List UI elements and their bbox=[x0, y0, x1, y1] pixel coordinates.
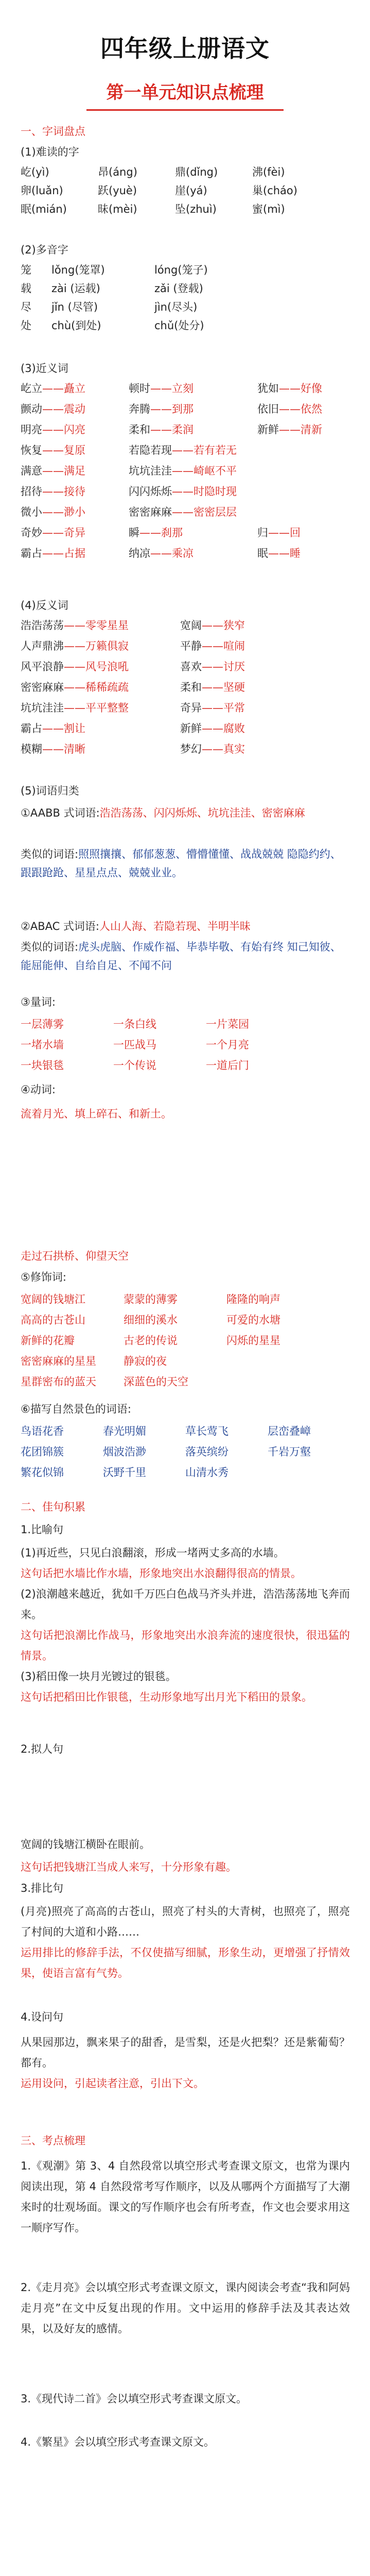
word: 微小 bbox=[21, 506, 42, 518]
quantifier-heading: ③量词: bbox=[21, 996, 56, 1008]
abac-similar-words: 虎头虎脑、作威作福、毕恭毕敬、有始有终 知己知彼、能屈能伸、自给自足、不闻不问 bbox=[21, 941, 341, 972]
pair-dash: —— bbox=[172, 444, 193, 456]
polyphone-reading: chù(到处) bbox=[51, 319, 101, 332]
word-pair bbox=[129, 462, 257, 480]
synonym-row bbox=[21, 462, 350, 480]
word-pair bbox=[21, 657, 180, 676]
synonym-row bbox=[21, 400, 350, 418]
metaphor-sentence: (1)再近些，只见白浪翻滚，形成一堵两丈多高的水墙。 bbox=[21, 1547, 285, 1559]
pair-dash: —— bbox=[139, 527, 161, 539]
antonym-row bbox=[21, 657, 350, 676]
word-pair bbox=[21, 616, 180, 635]
word: 人声鼎沸 bbox=[21, 640, 64, 652]
section-heading-words: 一、字词盘点 bbox=[21, 125, 85, 138]
pair-dash: —— bbox=[42, 444, 64, 456]
word-pair bbox=[180, 719, 334, 738]
paired-word: 立刻 bbox=[172, 382, 193, 395]
antonym-row bbox=[21, 678, 350, 697]
word: 烟波浩渺 bbox=[103, 1446, 146, 1458]
aabb-similar-words: 照照攘攘、郁郁葱葱、懵懵懂懂、战战兢兢 隐隐约约、跟跟跄跄、星星点点、兢兢业业。 bbox=[21, 848, 341, 879]
pair-dash: —— bbox=[279, 403, 301, 415]
modifier-row bbox=[21, 1290, 350, 1309]
synonym-row bbox=[21, 379, 350, 398]
polyphones-heading: (2)多音字 bbox=[21, 244, 68, 256]
word-pair bbox=[257, 379, 350, 398]
word: 柔和 bbox=[129, 423, 150, 436]
hard-word: 蜜(mì) bbox=[252, 203, 285, 215]
hard-word: 眠(mián) bbox=[21, 203, 67, 215]
paired-word: 睡 bbox=[290, 547, 301, 560]
paired-word: 复原 bbox=[64, 444, 85, 456]
word-pair bbox=[129, 503, 257, 521]
exam-point: 1.《观潮》第 3、4 自然段常以填空形式考查课文原文，也常为课内阅读出现，第 4 自然段常考写作顺序，以及从哪两个方面描写了大潮来时的壮观场面。课文的写作顺序也会有所考查，作文也会要求用这一顺序写作。 bbox=[21, 2160, 350, 2234]
word-pair bbox=[129, 379, 257, 398]
paired-word: 风号浪吼 bbox=[85, 660, 129, 673]
polyphone-row bbox=[21, 298, 350, 316]
nature-word-row bbox=[21, 1443, 350, 1461]
modifier-heading: ⑤修饰词: bbox=[21, 1271, 66, 1283]
page-title: 四年级上册语文 bbox=[100, 35, 270, 62]
paired-word: 接待 bbox=[64, 485, 85, 498]
antonym-row bbox=[21, 699, 350, 717]
word: 浩浩荡荡 bbox=[21, 619, 64, 632]
word: 霸占 bbox=[21, 722, 42, 735]
exam-point: 4.《繁星》会以填空形式考查课文原文。 bbox=[21, 2436, 215, 2448]
word-pair bbox=[129, 400, 257, 418]
paired-word: 割让 bbox=[64, 722, 85, 735]
word: 一片菜园 bbox=[206, 1018, 249, 1030]
word-pair bbox=[21, 482, 129, 501]
paired-word: 回 bbox=[290, 527, 301, 539]
question-heading: 4.设问句 bbox=[21, 2011, 64, 2023]
word: 高高的古苍山 bbox=[21, 1314, 85, 1326]
question-note: 运用设问，引起读者注意，引出下文。 bbox=[21, 2077, 204, 2090]
word-pair bbox=[21, 441, 129, 460]
quantifier-row bbox=[21, 1056, 350, 1075]
paired-word: 闪亮 bbox=[64, 423, 85, 436]
pair-dash: —— bbox=[202, 681, 223, 693]
polyphone-row bbox=[21, 316, 350, 335]
paired-word: 清新 bbox=[301, 423, 322, 436]
page-subtitle: 第一单元知识点梳理 bbox=[106, 82, 264, 103]
parallel-heading: 3.排比句 bbox=[21, 1882, 64, 1894]
polyphone-reading: zǎi (登载) bbox=[154, 282, 203, 295]
hard-word: 鼎(dǐng) bbox=[175, 166, 218, 178]
personification-sentence: 宽阔的钱塘江横卧在眼前。 bbox=[21, 1838, 150, 1851]
word-pair bbox=[21, 699, 180, 717]
pair-dash: —— bbox=[64, 640, 85, 652]
word: 一个月亮 bbox=[206, 1039, 249, 1051]
hard-word: 昧(mèi) bbox=[98, 203, 137, 215]
paired-word: 奇异 bbox=[64, 527, 85, 539]
pair-dash: —— bbox=[64, 702, 85, 714]
word: 闪烁的星星 bbox=[226, 1334, 280, 1347]
abac-line bbox=[21, 917, 350, 936]
word: 闪闪烁烁 bbox=[129, 485, 172, 498]
metaphor-note: 这句话把浪潮比作战马，形象地突出水浪奔流的速度很快，很迅猛的情景。 bbox=[21, 1629, 350, 1662]
modifier-row bbox=[21, 1352, 350, 1370]
word: 依旧 bbox=[257, 403, 279, 415]
subtitle-underline bbox=[86, 109, 284, 111]
hard-word: 崖(yá) bbox=[175, 184, 207, 197]
metaphor-heading: 1.比喻句 bbox=[21, 1523, 64, 1536]
word: 坑坑洼洼 bbox=[21, 702, 64, 714]
word: 深蓝色的天空 bbox=[124, 1376, 188, 1388]
aabb-similar-label: 类似的词语: bbox=[21, 848, 79, 860]
word: 可爱的水塘 bbox=[226, 1314, 280, 1326]
word-pair bbox=[129, 420, 257, 439]
synonym-row bbox=[21, 482, 350, 501]
polyphone-char: 笼 bbox=[21, 264, 31, 276]
pair-dash: —— bbox=[150, 547, 172, 560]
word-pair bbox=[21, 719, 180, 738]
verb-heading: ④动词: bbox=[21, 1083, 56, 1096]
antonym-row bbox=[21, 719, 350, 738]
metaphor-sentence: (3)稻田像一块月光镀过的银毯。 bbox=[21, 1670, 177, 1683]
hard-word: 跃(yuè) bbox=[98, 184, 137, 197]
pair-dash: —— bbox=[279, 382, 301, 395]
word-pair bbox=[180, 740, 334, 758]
word: 一块银毯 bbox=[21, 1059, 64, 1072]
paired-word: 柔润 bbox=[172, 423, 193, 436]
word: 霸占 bbox=[21, 547, 42, 560]
pair-dash: —— bbox=[150, 423, 172, 436]
word: 古老的传说 bbox=[124, 1334, 178, 1347]
hard-word: 卵(luǎn) bbox=[21, 184, 63, 197]
abac-similar-line bbox=[21, 938, 350, 975]
paired-word: 依然 bbox=[301, 403, 322, 415]
pair-dash: —— bbox=[172, 506, 193, 518]
word-pair bbox=[21, 678, 180, 697]
exam-point: 2.《走月亮》会以填空形式考查课文原文，课内阅读会考查“我和阿妈走月亮”在文中反复出现的作用。文中运用的修辞手法及其表达效果，以及好友的感情。 bbox=[21, 2281, 350, 2335]
word: 恢复 bbox=[21, 444, 42, 456]
synonym-row bbox=[21, 544, 350, 563]
polyphone-reading: jǐn (尽管) bbox=[51, 301, 98, 313]
hard-words-row bbox=[21, 200, 350, 218]
word: 模糊 bbox=[21, 743, 42, 755]
word: 春光明媚 bbox=[103, 1425, 146, 1437]
word-pair bbox=[21, 503, 129, 521]
word: 柔和 bbox=[180, 681, 202, 693]
synonym-row bbox=[21, 441, 350, 460]
word-pair bbox=[21, 400, 129, 418]
pair-dash: —— bbox=[42, 547, 64, 560]
pair-dash: —— bbox=[202, 702, 223, 714]
word: 一道后门 bbox=[206, 1059, 249, 1072]
antonym-row bbox=[21, 740, 350, 758]
paired-word: 腐败 bbox=[223, 722, 245, 735]
modifier-row bbox=[21, 1311, 350, 1329]
polyphone-reading: jìn(尽头) bbox=[154, 301, 198, 313]
pair-dash: —— bbox=[202, 660, 223, 673]
word: 细细的溪水 bbox=[124, 1314, 178, 1326]
hard-words-row bbox=[21, 181, 350, 200]
synonyms-heading: (3)近义词 bbox=[21, 362, 68, 375]
aabb-line bbox=[21, 804, 350, 822]
hard-words-row bbox=[21, 163, 350, 181]
word: 眠 bbox=[257, 547, 268, 560]
word: 静寂的夜 bbox=[124, 1355, 167, 1367]
word: 密密麻麻 bbox=[129, 506, 172, 518]
word: 星群密布的蓝天 bbox=[21, 1376, 96, 1388]
word: 繁花似锦 bbox=[21, 1466, 64, 1479]
hard-word: 巢(cháo) bbox=[252, 184, 297, 197]
personification-note: 这句话把钱塘江当成人来写，十分形象有趣。 bbox=[21, 1861, 237, 1873]
word-pair bbox=[21, 420, 129, 439]
word: 花团锦簇 bbox=[21, 1446, 64, 1458]
exam-point: 3.《现代诗二首》会以填空形式考查课文原文。 bbox=[21, 2393, 248, 2405]
paired-word: 真实 bbox=[223, 743, 245, 755]
paired-word: 密密层层 bbox=[193, 506, 237, 518]
nature-word-row bbox=[21, 1422, 350, 1440]
word: 沃野千里 bbox=[103, 1466, 146, 1479]
paired-word: 平常 bbox=[223, 702, 245, 714]
antonym-row bbox=[21, 616, 350, 635]
word: 一堵水墙 bbox=[21, 1039, 64, 1051]
paired-word: 乘凉 bbox=[172, 547, 193, 560]
pair-dash: —— bbox=[150, 403, 172, 415]
word-pair bbox=[257, 544, 350, 563]
antonym-row bbox=[21, 637, 350, 655]
abac-words: 人山人海、若隐若现、半明半昧 bbox=[99, 920, 251, 933]
quantifier-row bbox=[21, 1036, 350, 1054]
word: 颤动 bbox=[21, 403, 42, 415]
word: 草长莺飞 bbox=[185, 1425, 228, 1437]
synonym-row bbox=[21, 523, 350, 542]
paired-word: 震动 bbox=[64, 403, 85, 415]
word: 梦幻 bbox=[180, 743, 202, 755]
polyphone-reading: lǒng(笼罩) bbox=[51, 264, 105, 276]
paired-word: 稀稀疏疏 bbox=[85, 681, 129, 693]
polyphone-char: 载 bbox=[21, 282, 31, 295]
pair-dash: —— bbox=[172, 485, 193, 498]
word: 层峦叠嶂 bbox=[268, 1425, 311, 1437]
modifier-row bbox=[21, 1372, 350, 1391]
section-heading-exam: 三、考点梳理 bbox=[21, 2134, 85, 2147]
pair-dash: —— bbox=[202, 640, 223, 652]
paired-word: 零零星星 bbox=[85, 619, 129, 632]
polyphone-reading: chǔ(处分) bbox=[154, 319, 204, 332]
paired-word: 到那 bbox=[172, 403, 193, 415]
word: 密密麻麻的星星 bbox=[21, 1355, 96, 1367]
paired-word: 好像 bbox=[301, 382, 322, 395]
nature-words-heading: ⑥描写自然景色的词语: bbox=[21, 1403, 131, 1415]
word: 一条白线 bbox=[113, 1018, 156, 1030]
pair-dash: —— bbox=[268, 547, 290, 560]
paired-word: 满足 bbox=[64, 465, 85, 477]
word-pair bbox=[21, 637, 180, 655]
antonyms-heading: (4)反义词 bbox=[21, 599, 68, 612]
word-pair bbox=[257, 400, 350, 418]
aabb-words: 浩浩荡荡、闪闪烁烁、坑坑洼洼、密密麻麻 bbox=[99, 807, 305, 819]
pair-dash: —— bbox=[64, 660, 85, 673]
word-pair bbox=[257, 523, 350, 542]
word: 犹如 bbox=[257, 382, 279, 395]
word: 蒙蒙的薄雾 bbox=[124, 1293, 178, 1306]
pair-dash: —— bbox=[202, 619, 223, 632]
word: 鸟语花香 bbox=[21, 1425, 64, 1437]
word: 一匹战马 bbox=[113, 1039, 156, 1051]
paired-word: 崎岖不平 bbox=[193, 465, 237, 477]
pair-dash: —— bbox=[42, 465, 64, 477]
paired-word: 讨厌 bbox=[223, 660, 245, 673]
hard-word: 坠(zhuì) bbox=[175, 203, 217, 215]
accumulation-heading: (5)词语归类 bbox=[21, 785, 79, 797]
word: 千岩万壑 bbox=[268, 1446, 311, 1458]
word-pair bbox=[180, 657, 334, 676]
word: 奇妙 bbox=[21, 527, 42, 539]
word: 顿时 bbox=[129, 382, 150, 395]
word-pair bbox=[129, 441, 257, 460]
word-pair bbox=[21, 544, 129, 563]
word: 山清水秀 bbox=[185, 1466, 228, 1479]
word: 平静 bbox=[180, 640, 202, 652]
verb-words-2: 走过石拱桥、仰望天空 bbox=[21, 1250, 129, 1262]
word: 落英缤纷 bbox=[185, 1446, 228, 1458]
polyphone-row bbox=[21, 261, 350, 279]
word-pair bbox=[129, 523, 257, 542]
paired-word: 占据 bbox=[64, 547, 85, 560]
word: 归 bbox=[257, 527, 268, 539]
polyphone-reading: lóng(笼子) bbox=[154, 264, 208, 276]
word-pair bbox=[21, 523, 129, 542]
pair-dash: —— bbox=[150, 382, 172, 395]
word-pair bbox=[257, 420, 350, 439]
paired-word: 若有若无 bbox=[193, 444, 237, 456]
word: 宽阔 bbox=[180, 619, 202, 632]
paired-word: 平平整整 bbox=[85, 702, 129, 714]
word: 若隐若现 bbox=[129, 444, 172, 456]
pair-dash: —— bbox=[279, 423, 301, 436]
paired-word: 渺小 bbox=[64, 506, 85, 518]
word: 坑坑洼洼 bbox=[129, 465, 172, 477]
nature-word-row bbox=[21, 1463, 350, 1482]
word: 奇异 bbox=[180, 702, 202, 714]
word: 屹立 bbox=[21, 382, 42, 395]
synonym-row bbox=[21, 503, 350, 521]
pair-dash: —— bbox=[202, 743, 223, 755]
paired-word: 坚硬 bbox=[223, 681, 245, 693]
pair-dash: —— bbox=[42, 382, 64, 395]
paired-word: 时隐时现 bbox=[193, 485, 237, 498]
word-pair bbox=[180, 699, 334, 717]
metaphor-sentence: (2)浪潮越来越近，犹如千万匹白色战马齐头并进，浩浩荡荡地飞奔而来。 bbox=[21, 1588, 350, 1621]
word-pair bbox=[21, 462, 129, 480]
paired-word: 狭窄 bbox=[223, 619, 245, 632]
word-pair bbox=[180, 637, 334, 655]
word: 新鲜 bbox=[257, 423, 279, 436]
word: 奔腾 bbox=[129, 403, 150, 415]
word: 一个传说 bbox=[113, 1059, 156, 1072]
pair-dash: —— bbox=[42, 506, 64, 518]
pair-dash: —— bbox=[64, 681, 85, 693]
pair-dash: —— bbox=[42, 722, 64, 735]
word: 新鲜 bbox=[180, 722, 202, 735]
quantifier-row bbox=[21, 1015, 350, 1033]
word: 满意 bbox=[21, 465, 42, 477]
verb-words: 流着月光、填上碎石、和新土。 bbox=[21, 1108, 172, 1120]
section-heading-sentences: 二、佳句积累 bbox=[21, 1501, 85, 1513]
pair-dash: —— bbox=[42, 743, 64, 755]
personification-heading: 2.拟人句 bbox=[21, 1743, 64, 1755]
paired-word: 矗立 bbox=[64, 382, 85, 395]
pair-dash: —— bbox=[42, 403, 64, 415]
synonym-row bbox=[21, 420, 350, 439]
word: 一层薄雾 bbox=[21, 1018, 64, 1030]
question-sentence: 从果园那边，飘来果子的甜香，是雪梨，还是火把梨？还是紫葡萄？都有。 bbox=[21, 2036, 350, 2069]
paired-word: 万籁俱寂 bbox=[85, 640, 129, 652]
abac-label: ②ABAC 式词语: bbox=[21, 920, 100, 933]
hard-word: 屹(yì) bbox=[21, 166, 49, 178]
word-pair bbox=[21, 379, 129, 398]
word: 密密麻麻 bbox=[21, 681, 64, 693]
pair-dash: —— bbox=[64, 619, 85, 632]
word: 宽阔的钱塘江 bbox=[21, 1293, 85, 1306]
abac-similar-label: 类似的词语: bbox=[21, 941, 79, 953]
word: 招待 bbox=[21, 485, 42, 498]
word: 瞬 bbox=[129, 527, 139, 539]
pair-dash: —— bbox=[268, 527, 290, 539]
pair-dash: —— bbox=[42, 485, 64, 498]
word-pair bbox=[21, 740, 180, 758]
paired-word: 喧闹 bbox=[223, 640, 245, 652]
hard-words-heading: (1)难读的字 bbox=[21, 146, 79, 158]
word: 明亮 bbox=[21, 423, 42, 436]
word: 隆隆的响声 bbox=[226, 1293, 280, 1306]
modifier-row bbox=[21, 1331, 350, 1350]
pair-dash: —— bbox=[42, 527, 64, 539]
metaphor-note: 这句话把稻田比作银毯，生动形象地写出月光下稻田的景象。 bbox=[21, 1691, 312, 1703]
word: 风平浪静 bbox=[21, 660, 64, 673]
polyphone-reading: zài (运载) bbox=[51, 282, 100, 295]
word: 纳凉 bbox=[129, 547, 150, 560]
word: 新鲜的花瓣 bbox=[21, 1334, 75, 1347]
aabb-similar-line bbox=[21, 845, 350, 882]
polyphone-char: 尽 bbox=[21, 301, 31, 313]
word-pair bbox=[129, 544, 257, 563]
pair-dash: —— bbox=[42, 423, 64, 436]
paired-word: 清晰 bbox=[64, 743, 85, 755]
aabb-label: ①AABB 式词语: bbox=[21, 807, 100, 819]
polyphone-char: 处 bbox=[21, 319, 31, 332]
metaphor-note: 这句话把水墙比作水墙，形象地突出水浪翻得很高的情景。 bbox=[21, 1567, 302, 1580]
word-pair bbox=[180, 616, 334, 635]
parallel-sentence: (月亮)照亮了高高的古苍山，照亮了村头的大青树，也照亮了，照亮了村间的大道和小路…… bbox=[21, 1905, 350, 1938]
hard-word: 昂(áng) bbox=[98, 166, 137, 178]
pair-dash: —— bbox=[202, 722, 223, 735]
hard-word: 沸(fèi) bbox=[252, 166, 285, 178]
word-pair bbox=[180, 678, 334, 697]
word-pair bbox=[129, 482, 257, 501]
paired-word: 刹那 bbox=[161, 527, 183, 539]
word: 喜欢 bbox=[180, 660, 202, 673]
polyphone-row bbox=[21, 279, 350, 298]
parallel-note: 运用排比的修辞手法，不仅使描写细腻，形象生动，更增强了抒情效果，使语言富有气势。 bbox=[21, 1946, 350, 1979]
pair-dash: —— bbox=[172, 465, 193, 477]
